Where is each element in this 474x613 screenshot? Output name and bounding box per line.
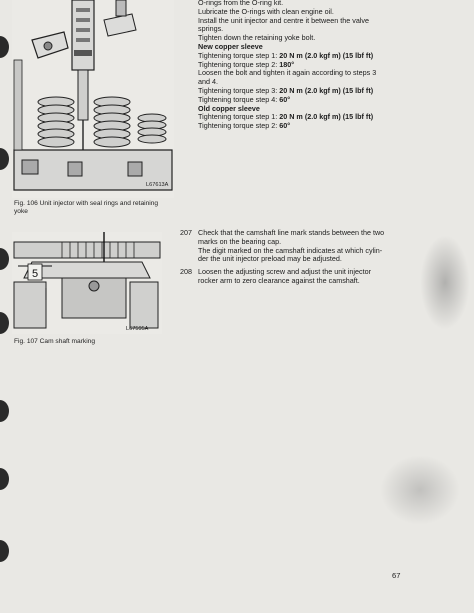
torque-value: 180° [279, 59, 295, 69]
step-207-line: Check that the camshaft line mark stands between the two [198, 228, 385, 237]
binding-hole [0, 468, 9, 490]
old-copper-sleeve-heading: Old copper sleeve [198, 103, 260, 113]
step-207-line: der the unit injector preload may be adjusted. [198, 254, 342, 264]
torque-step-label: Tightening torque step 2: [198, 121, 278, 131]
step-207-line: marks on the bearing cap. [198, 236, 282, 246]
unit-injector-illustration [12, 0, 174, 198]
instruction-line: Tighten down the retaining yoke bolt. [198, 33, 316, 43]
step-208-line: Loosen the adjusting screw and adjust the unit injector [198, 267, 372, 276]
page-number: 67 [392, 571, 401, 580]
binding-hole [0, 36, 9, 58]
figure-106-reference-label: L67613A [146, 182, 169, 188]
torque-step-label: Tightening torque step 4: [198, 94, 278, 104]
torque-value: 20 N m (2.0 kgf m) (15 lbf ft) [279, 85, 374, 95]
torque-value: 20 N m (2.0 kgf m) (15 lbf ft) [279, 50, 374, 60]
figure-107-caption: Fig. 107 Cam shaft marking [14, 338, 95, 345]
step-208-number: 208 [180, 267, 192, 276]
binding-hole [0, 400, 9, 422]
binding-hole [0, 148, 9, 170]
smudge-mark [420, 235, 470, 330]
binding-hole [0, 248, 9, 270]
torque-step-label: Tightening torque step 1: [198, 50, 278, 60]
instruction-line: springs. [198, 24, 224, 34]
smudge-mark [380, 455, 460, 525]
torque-value: 60° [279, 121, 291, 131]
instruction-line: O-rings from the O-ring kit. [198, 0, 284, 7]
figure-106-caption-line: yoke [14, 208, 28, 215]
step-207-line: The digit marked on the camshaft indicates at which cylin- [198, 245, 383, 255]
instruction-line: Install the unit injector and centre it between the valve [198, 15, 370, 25]
camshaft-marking-illustration [12, 232, 162, 334]
new-copper-sleeve-heading: New copper sleeve [198, 41, 263, 51]
binding-hole [0, 540, 9, 562]
torque-line [198, 122, 376, 131]
torque-value: 60° [279, 94, 291, 104]
binding-hole [0, 312, 9, 334]
figure-106-caption-line: Fig. 106 Unit injector with seal rings and retaining [14, 200, 159, 207]
figure-107-reference-label: L67595A [126, 326, 149, 332]
instruction-line: Lubricate the O-rings with clean engine oil. [198, 6, 334, 16]
torque-step-label: Tightening torque step 2: [198, 59, 278, 69]
step-208-text [198, 268, 371, 286]
step-207-number: 207 [180, 228, 192, 237]
injector-installation-instructions [198, 0, 376, 131]
instruction-line: Loosen the bolt and tighten it again according to steps 3 [198, 68, 377, 78]
torque-value: 20 N m (2.0 kgf m) (15 lbf ft) [279, 112, 374, 122]
cylinder-digit-callout: 5 [32, 268, 39, 280]
step-208-line: rocker arm to zero clearance against the camshaft. [198, 275, 360, 285]
figure-106-caption [14, 200, 184, 216]
instruction-line: and 4. [198, 77, 218, 87]
step-207-text [198, 229, 384, 264]
torque-step-label: Tightening torque step 1: [198, 112, 278, 122]
torque-step-label: Tightening torque step 3: [198, 85, 278, 95]
